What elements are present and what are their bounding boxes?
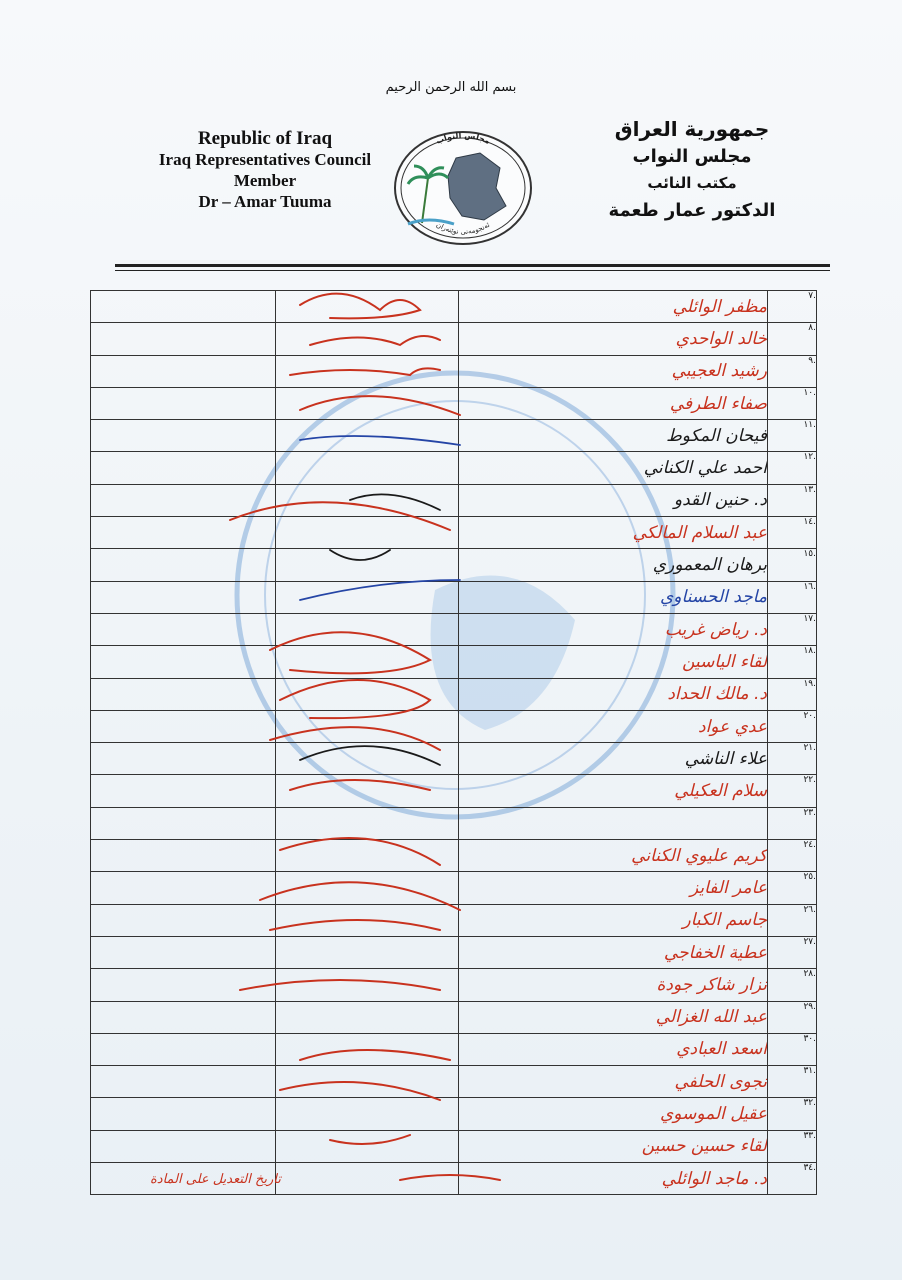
member-name-cell: كريم عليوي الكناني [459,840,768,872]
row-number: ٢٥. [768,872,817,904]
signature-cell-1 [91,1130,276,1162]
signature-cell-2 [276,484,459,516]
signature-cell-1 [91,1001,276,1033]
basmala: بسم الله الرحمن الرحيم [385,80,517,95]
signature-cell-2 [276,291,459,323]
signature-row [91,355,817,387]
signature-cell-1 [91,323,276,355]
signature-cell-2 [276,678,459,710]
signature-row [91,646,817,678]
signature-cell-2 [276,1033,459,1065]
signature-row [91,323,817,355]
signature-cell-1 [91,904,276,936]
signature-row [91,549,817,581]
row-number: ٢٤. [768,840,817,872]
signature-row [91,1066,817,1098]
member-name-cell: فيحان المكوط [459,420,768,452]
signature-cell-1 [91,549,276,581]
member-name-cell: خالد الواحدي [459,323,768,355]
signature-row [91,517,817,549]
signature-cell-1 [91,484,276,516]
signature-row [91,775,817,807]
signature-cell-2 [276,355,459,387]
signature-row [91,807,817,839]
signature-row [91,613,817,645]
signature-cell-1 [91,355,276,387]
signature-cell-1 [91,678,276,710]
signature-cell-1 [91,613,276,645]
row-number: ٣٢. [768,1098,817,1130]
signature-cell-2 [276,840,459,872]
member-name-cell: لقاء حسين حسين [459,1130,768,1162]
signature-row [91,678,817,710]
member-name-cell: رشيد العجيبي [459,355,768,387]
signature-row [91,291,817,323]
signature-cell-2 [276,1066,459,1098]
signature-cell-1 [91,387,276,419]
row-number: ٢٩. [768,1001,817,1033]
signature-cell-2 [276,387,459,419]
signature-cell-2 [276,872,459,904]
row-number: ١٢. [768,452,817,484]
signature-row [91,1001,817,1033]
row-number: ١١. [768,420,817,452]
member-name-cell: د. ماجد الوائلي [459,1163,768,1195]
signature-row [91,969,817,1001]
row-number: ٢٧. [768,936,817,968]
council-logo [388,128,538,248]
member-name-cell: د. حنين القدو [459,484,768,516]
signature-cell-2 [276,1098,459,1130]
signature-row [91,872,817,904]
signature-cell-1 [91,517,276,549]
row-number: ٢١. [768,743,817,775]
row-number: ٨. [768,323,817,355]
footer-handwritten-note: تاريخ التعديل على المادة [150,1172,281,1187]
row-number: ١٥. [768,549,817,581]
signature-cell-1 [91,1033,276,1065]
signature-row [91,710,817,742]
member-name-cell: عقيل الموسوي [459,1098,768,1130]
signature-cell-2 [276,807,459,839]
signature-row [91,904,817,936]
signature-cell-1 [91,420,276,452]
signature-cell-1 [91,872,276,904]
row-number: ١٤. [768,517,817,549]
signature-cell-1 [91,1098,276,1130]
signature-cell-2 [276,581,459,613]
country-name-en: Republic of Iraq [197,128,333,149]
header-divider [115,264,830,267]
row-number: ٢٠. [768,710,817,742]
signature-cell-2 [276,323,459,355]
signature-cell-2 [276,646,459,678]
signature-cell-1 [91,291,276,323]
member-name-cell: عدي عواد [459,710,768,742]
signature-cell-2 [276,1163,459,1195]
header-divider-thin [115,270,830,271]
member-name-cell: عبد الله الغزالي [459,1001,768,1033]
signature-row [91,1098,817,1130]
signature-row [91,581,817,613]
row-number: ١٩. [768,678,817,710]
member-name-cell: عطية الخفاجي [459,936,768,968]
signature-row [91,387,817,419]
member-name-cell: صفاء الطرفي [459,387,768,419]
signature-row [91,1033,817,1065]
member-name-cell: نزار شاكر جودة [459,969,768,1001]
arabic-letterhead [592,116,792,224]
member-name-cell: نجوى الحلفي [459,1066,768,1098]
signature-cell-1 [91,807,276,839]
signature-cell-2 [276,452,459,484]
signature-cell-1 [91,969,276,1001]
member-name-en: Dr – Amar Tuuma [198,192,332,211]
row-number: ١٦. [768,581,817,613]
signature-cell-1 [91,775,276,807]
member-name-cell: ماجد الحسناوي [459,581,768,613]
member-name-cell: سلام العكيلي [459,775,768,807]
row-number: ٣٠. [768,1033,817,1065]
signature-cell-2 [276,936,459,968]
council-name-ar: مجلس النواب [632,146,752,167]
signature-cell-2 [276,517,459,549]
row-number: ٧. [768,291,817,323]
row-number: ١٧. [768,613,817,645]
member-name-cell: احمد علي الكناني [459,452,768,484]
signature-cell-2 [276,1001,459,1033]
member-name-cell: مظفر الوائلي [459,291,768,323]
row-number: ١٠. [768,387,817,419]
signature-cell-1 [91,710,276,742]
signature-row [91,484,817,516]
row-number: ١٨. [768,646,817,678]
row-number: ١٣. [768,484,817,516]
member-name-cell: جاسم الكبار [459,904,768,936]
member-label-en: Member [233,171,297,190]
signature-row [91,1130,817,1162]
member-name-cell: عامر الفايز [459,872,768,904]
signature-cell-2 [276,775,459,807]
signature-cell-1 [91,840,276,872]
row-number: ٣٣. [768,1130,817,1162]
english-letterhead [150,128,380,212]
signature-cell-1 [91,936,276,968]
row-number: ٢٢. [768,775,817,807]
signature-cell-1 [91,646,276,678]
member-name-cell: د. مالك الحداد [459,678,768,710]
row-number: ٢٣. [768,807,817,839]
row-number: ٢٦. [768,904,817,936]
signature-row [91,840,817,872]
signature-row [91,743,817,775]
signature-cell-2 [276,710,459,742]
signature-cell-1 [91,1066,276,1098]
country-name-ar: جمهورية العراق [614,117,770,141]
row-number: ٣٤. [768,1163,817,1195]
signature-row [91,452,817,484]
signature-cell-1 [91,581,276,613]
member-name-cell: علاء الناشي [459,743,768,775]
member-name-cell: عبد السلام المالكي [459,517,768,549]
logo-top-text: مجلس النواب [434,130,492,146]
member-name-cell: اسعد العبادي [459,1033,768,1065]
signature-cell-1 [91,743,276,775]
row-number: ٢٨. [768,969,817,1001]
signature-row [91,936,817,968]
signature-cell-2 [276,420,459,452]
row-number: ٩. [768,355,817,387]
signature-cell-2 [276,1130,459,1162]
member-name-cell [459,807,768,839]
signature-cell-2 [276,613,459,645]
signature-cell-2 [276,904,459,936]
office-label-ar: مكتب النائب [647,174,737,192]
signature-cell-2 [276,743,459,775]
member-name-cell: د. رياض غريب [459,613,768,645]
member-name-cell: لقاء الياسين [459,646,768,678]
row-number: ٣١. [768,1066,817,1098]
logo-bottom-text: ئەنجومەنى نوێنەران [434,220,492,236]
member-name-ar: الدكتور عمار طعمة [608,200,776,221]
signature-cell-2 [276,969,459,1001]
signature-table [90,290,817,1195]
council-name-en: Iraq Representatives Council [158,150,372,169]
signature-cell-1 [91,452,276,484]
member-name-cell: برهان المعموري [459,549,768,581]
signature-row [91,420,817,452]
signature-cell-2 [276,549,459,581]
